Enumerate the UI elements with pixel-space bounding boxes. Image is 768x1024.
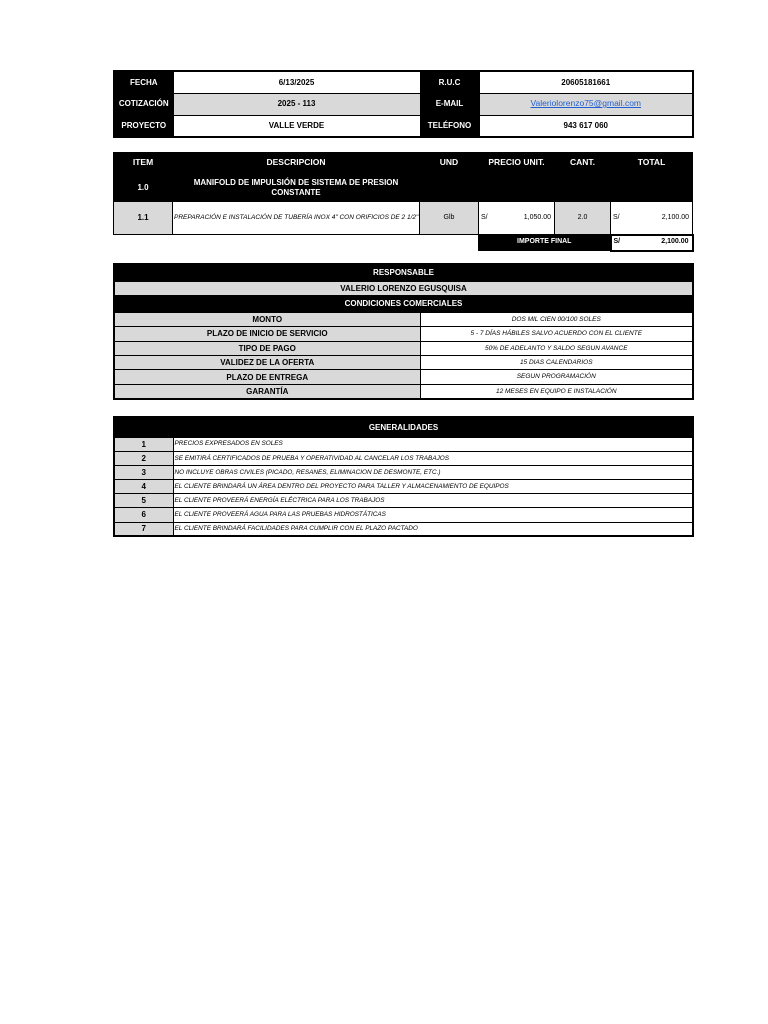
generalidad-number: 1 — [114, 437, 173, 451]
group-empty-total — [611, 174, 693, 202]
generalidad-text: EL CLIENTE BRINDARÁ FACILIDADES PARA CUMPLIR CON EL PLAZO PACTADO — [173, 522, 693, 536]
generalidad-text: EL CLIENTE BRINDARÁ UN ÁREA DENTRO DEL PROYECTO PARA TALLER Y ALMACENAMIENTO DE EQUIPOS — [173, 480, 693, 494]
generalidades-table — [113, 416, 694, 537]
generalidad-text: NO INCLUYE OBRAS CIVILES (PICADO, RESANES, ELIMINACION DE DESMONTE, ETC.) — [173, 465, 693, 479]
row-cant: 2.0 — [555, 202, 611, 235]
fecha-value: 6/13/2025 — [173, 71, 420, 93]
generalidad-number: 3 — [114, 465, 173, 479]
row-total-currency: S/ — [613, 213, 620, 221]
group-empty-precio — [479, 174, 555, 202]
generalidad-text: PRECIOS EXPRESADOS EN SOLES — [173, 437, 693, 451]
condition-label: TIPO DE PAGO — [114, 341, 420, 355]
importe-label: IMPORTE FINAL — [479, 235, 611, 251]
group-description: MANIFOLD DE IMPULSIÓN DE SISTEMA DE PRESION CONSTANTE — [173, 174, 420, 202]
generalidad-number: 4 — [114, 480, 173, 494]
generalidad-number: 6 — [114, 508, 173, 522]
condition-value: 5 - 7 DÍAS HÁBILES SALVO ACUERDO CON EL CLIENTE — [420, 327, 693, 341]
telefono-label: TELÉFONO — [420, 115, 479, 137]
col-item: ITEM — [114, 153, 173, 174]
row-precio-currency: S/ — [481, 213, 488, 221]
ruc-label: R.U.C — [420, 71, 479, 93]
condition-label: GARANTÍA — [114, 384, 420, 398]
generalidad-text: EL CLIENTE PROVEERÁ AGUA PARA LAS PRUEBAS HIDROSTÁTICAS — [173, 508, 693, 522]
row-description: PREPARACIÓN E INSTALACIÓN DE TUBERÍA INOX 4" CON ORIFICIOS DE 2 1/2" — [173, 202, 420, 235]
condition-value: DOS MIL CIEN 00/100 SOLES — [420, 312, 693, 326]
generalidad-number: 7 — [114, 522, 173, 536]
row-precio — [479, 202, 555, 235]
row-total — [611, 202, 693, 235]
col-precio: PRECIO UNIT. — [479, 153, 555, 174]
importe-currency: S/ — [613, 238, 621, 246]
importe-cell — [611, 235, 693, 251]
cotizacion-label: COTIZACIÓN — [114, 93, 173, 115]
conditions-table — [113, 263, 694, 400]
ruc-value: 20605181661 — [479, 71, 693, 93]
condition-label: PLAZO DE INICIO DE SERVICIO — [114, 327, 420, 341]
col-cant: CANT. — [555, 153, 611, 174]
condition-label: PLAZO DE ENTREGA — [114, 370, 420, 384]
fecha-label: FECHA — [114, 71, 173, 93]
email-link[interactable]: Valeriolorenzo75@gmail.com — [530, 98, 642, 109]
condition-value: 12 MESES EN EQUIPO E INSTALACIÓN — [420, 384, 693, 398]
telefono-value: 943 617 060 — [479, 115, 693, 137]
generalidad-text: SE EMITIRÁ CERTIFICADOS DE PRUEBA Y OPERATIVIDAD AL CANCELAR LOS TRABAJOS — [173, 451, 693, 465]
conditions-title: CONDICIONES COMERCIALES — [114, 295, 693, 312]
responsable-title: RESPONSABLE — [114, 264, 693, 281]
proyecto-value: VALLE VERDE — [173, 115, 420, 137]
condition-label: VALIDEZ DE LA OFERTA — [114, 356, 420, 370]
generalidad-number: 2 — [114, 451, 173, 465]
condition-label: MONTO — [114, 312, 420, 326]
generalidad-text: EL CLIENTE PROVEERÁ ENERGÍA ELÉCTRICA PARA LOS TRABAJOS — [173, 494, 693, 508]
condition-value: 15 DIAS CALENDARIOS — [420, 356, 693, 370]
generalidades-title: GENERALIDADES — [114, 417, 693, 437]
responsable-name: VALERIO LORENZO EGUSQUISA — [114, 281, 693, 295]
group-item: 1.0 — [114, 174, 173, 202]
condition-value: SEGUN PROGRAMACIÓN — [420, 370, 693, 384]
header-table — [113, 70, 694, 138]
items-table — [113, 152, 694, 252]
importe-spacer — [114, 235, 479, 251]
group-empty-und — [420, 174, 479, 202]
row-precio-value: 1,050.00 — [523, 213, 551, 221]
col-und: UND — [420, 153, 479, 174]
proyecto-label: PROYECTO — [114, 115, 173, 137]
cotizacion-value: 2025 - 113 — [173, 93, 420, 115]
row-item: 1.1 — [114, 202, 173, 235]
col-descripcion: DESCRIPCION — [173, 153, 420, 174]
row-total-value: 2,100.00 — [661, 213, 689, 221]
importe-value: 2,100.00 — [661, 238, 689, 246]
group-empty-cant — [555, 174, 611, 202]
row-und: Glb — [420, 202, 479, 235]
condition-value: 50% DE ADELANTO Y SALDO SEGUN AVANCE — [420, 341, 693, 355]
email-cell — [479, 93, 693, 115]
generalidad-number: 5 — [114, 494, 173, 508]
email-label: E-MAIL — [420, 93, 479, 115]
col-total: TOTAL — [611, 153, 693, 174]
